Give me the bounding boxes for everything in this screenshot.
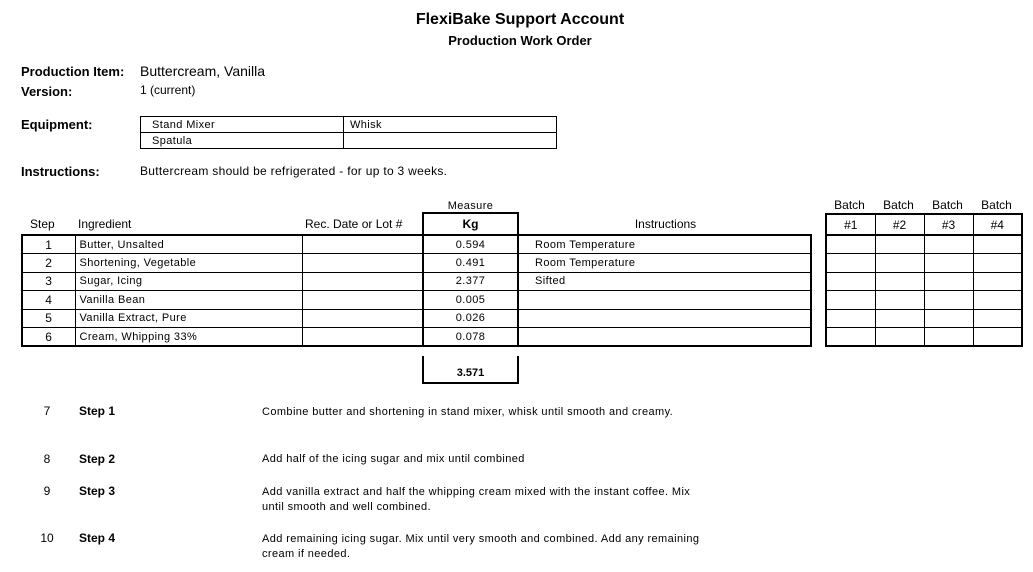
ingredient-qty: 0.491: [423, 254, 518, 273]
equipment-row: [141, 117, 557, 133]
batch-cell: [875, 254, 924, 273]
production-item-label: Production Item:: [21, 64, 125, 79]
col-header-instructions: Instructions: [634, 217, 697, 231]
ingredient-note: [518, 291, 811, 310]
ingredient-step: 1: [22, 235, 75, 254]
batch-word: Batch: [932, 198, 963, 212]
equipment-table: [140, 116, 557, 149]
ingredient-name: Vanilla Extract, Pure: [75, 309, 302, 328]
equipment-cell: [344, 133, 557, 149]
ingredient-step: 5: [22, 309, 75, 328]
batch-word: Batch: [883, 198, 914, 212]
ingredient-step: 6: [22, 328, 75, 347]
batch-number: #4: [973, 214, 1022, 234]
batch-row: [826, 272, 1022, 291]
batch-cell: [973, 309, 1022, 328]
batch-cell: [826, 309, 875, 328]
batch-cell: [875, 309, 924, 328]
table-row: [22, 254, 811, 273]
instructions-value: Buttercream should be refrigerated - for up to 3 weeks.: [140, 164, 448, 178]
ingredient-lot: [302, 328, 423, 347]
table-row: [22, 235, 811, 254]
ingredient-note: Sifted: [518, 272, 811, 291]
ingredient-qty: 0.026: [423, 309, 518, 328]
ingredient-table: [21, 234, 812, 347]
batch-row: [826, 235, 1022, 254]
batch-cell: [924, 291, 973, 310]
step-label: Step 4: [79, 531, 116, 545]
equipment-label: Equipment:: [21, 117, 93, 132]
ingredient-name: Cream, Whipping 33%: [75, 328, 302, 347]
ingredient-lot: [302, 235, 423, 254]
ingredient-name: Vanilla Bean: [75, 291, 302, 310]
ingredient-step: 2: [22, 254, 75, 273]
batch-cell: [875, 328, 924, 347]
step-text: Add vanilla extract and half the whipping cream mixed with the instant coffee. Mix until smooth and well combined.: [262, 486, 691, 513]
step-number: 9: [43, 484, 51, 498]
batch-cell: [973, 291, 1022, 310]
batch-cell: [924, 272, 973, 291]
batch-row: [826, 309, 1022, 328]
step-text: Add remaining icing sugar. Mix until very smooth and combined. Add any remaining cream if needed.: [262, 533, 700, 560]
step-label: Step 2: [79, 452, 116, 466]
batch-row: [826, 254, 1022, 273]
batch-word: Batch: [834, 198, 865, 212]
batch-cell: [875, 291, 924, 310]
ingredient-qty: 0.005: [423, 291, 518, 310]
production-item-value: Buttercream, Vanilla: [140, 63, 266, 79]
batch-cell: [924, 235, 973, 254]
step-number: 7: [43, 404, 51, 418]
step-text: Combine butter and shortening in stand mixer, whisk until smooth and creamy.: [262, 406, 674, 418]
batch-cell: [924, 254, 973, 273]
instructions-label: Instructions:: [21, 164, 100, 179]
batch-row: [826, 328, 1022, 347]
ingredient-note: Room Temperature: [518, 254, 811, 273]
equipment-cell: Whisk: [344, 117, 557, 133]
report-title: FlexiBake Support Account: [415, 11, 625, 28]
col-header-lot: Rec. Date or Lot #: [305, 217, 403, 231]
table-row: [22, 272, 811, 291]
table-row: [22, 328, 811, 347]
batch-cell: [826, 254, 875, 273]
version-label: Version:: [21, 84, 73, 99]
step-number: 8: [43, 452, 51, 466]
batch-number: #1: [844, 217, 858, 232]
version-value: 1 (current): [140, 83, 196, 97]
ingredient-qty: 2.377: [423, 272, 518, 291]
col-header-unit: Kg: [422, 212, 519, 234]
step-label: Step 1: [79, 404, 116, 418]
batch-cell: [924, 309, 973, 328]
total-quantity: 3.571: [422, 356, 519, 384]
step-label: Step 3: [79, 484, 116, 498]
ingredient-lot: [302, 309, 423, 328]
step-number: 10: [40, 531, 54, 545]
col-header-ingredient: Ingredient: [78, 217, 132, 231]
ingredient-qty: 0.078: [423, 328, 518, 347]
batch-table: [825, 234, 1023, 347]
batch-number: #2: [875, 214, 924, 234]
equipment-row: [141, 133, 557, 149]
batch-cell: [826, 272, 875, 291]
batch-cell: [875, 235, 924, 254]
batch-cell: [826, 235, 875, 254]
equipment-cell: Stand Mixer: [141, 117, 344, 133]
ingredient-lot: [302, 254, 423, 273]
col-header-step: Step: [30, 217, 55, 231]
batch-number: #3: [924, 214, 973, 234]
batch-cell: [973, 272, 1022, 291]
ingredient-note: [518, 309, 811, 328]
ingredient-step: 3: [22, 272, 75, 291]
batch-header-table: [825, 213, 1023, 234]
batch-row: [826, 291, 1022, 310]
ingredient-name: Shortening, Vegetable: [75, 254, 302, 273]
ingredient-name: Sugar, Icing: [75, 272, 302, 291]
ingredient-qty: 0.594: [423, 235, 518, 254]
equipment-cell: Spatula: [141, 133, 344, 149]
report-subtitle: Production Work Order: [448, 33, 592, 48]
table-row: [22, 291, 811, 310]
batch-cell: [973, 235, 1022, 254]
step-text: Add half of the icing sugar and mix until combined: [262, 453, 525, 465]
ingredient-lot: [302, 291, 423, 310]
batch-cell: [875, 272, 924, 291]
ingredient-step: 4: [22, 291, 75, 310]
batch-cell: [826, 291, 875, 310]
table-row: [22, 309, 811, 328]
ingredient-name: Butter, Unsalted: [75, 235, 302, 254]
ingredient-note: Room Temperature: [518, 235, 811, 254]
batch-cell: [924, 328, 973, 347]
ingredient-note: [518, 328, 811, 347]
batch-word: Batch: [981, 198, 1012, 212]
batch-cell: [973, 328, 1022, 347]
batch-cell: [973, 254, 1022, 273]
ingredient-lot: [302, 272, 423, 291]
col-header-measure: Measure: [447, 200, 494, 212]
batch-cell: [826, 328, 875, 347]
